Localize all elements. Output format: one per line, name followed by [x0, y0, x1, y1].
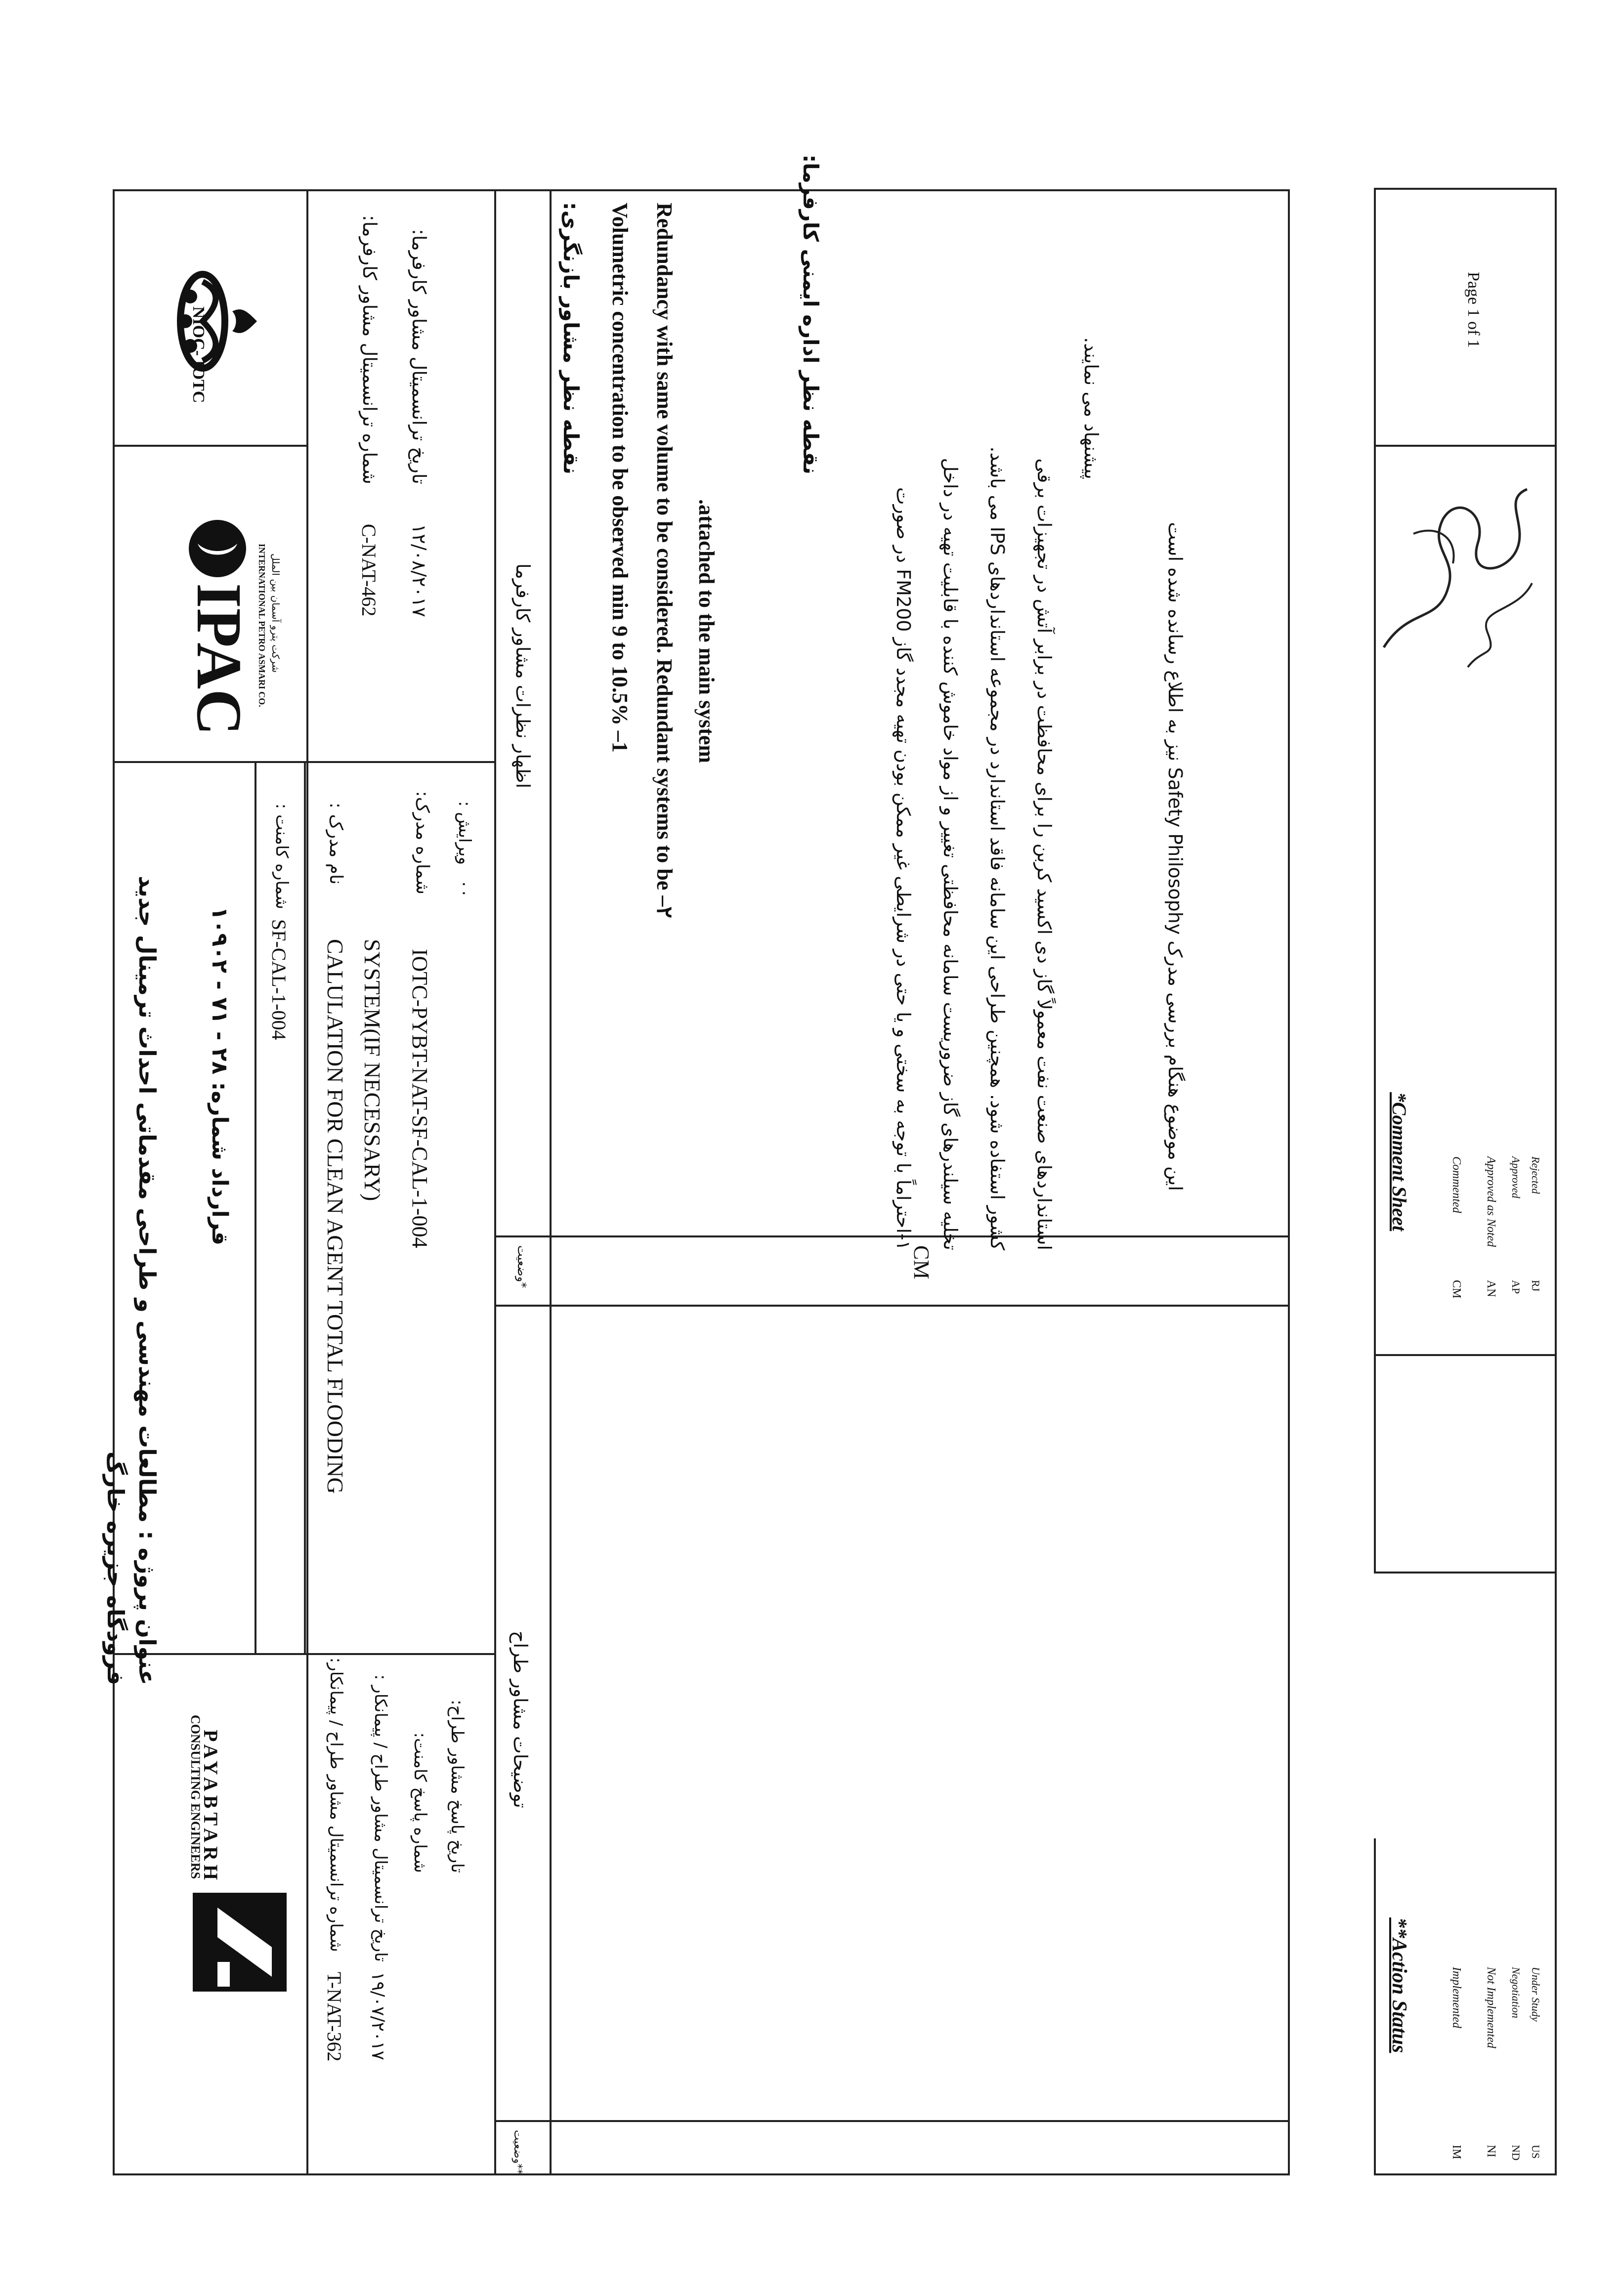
comment-sheet-title: *Comment Sheet — [1388, 1092, 1410, 1232]
designer-transmittal-date-label: تاریخ ترانسمیتال مشاور طراح / پیمانکار : — [371, 1674, 390, 1962]
comment-no: SF-CAL-1-004 — [268, 919, 290, 1040]
status-left-header: وضعیت** — [511, 2130, 524, 2175]
action-status-label-1: Implemented — [1450, 1967, 1463, 2028]
ipac-farsi-name: شرکت پترو آسمان بین الملل — [270, 553, 282, 673]
comment-sheet-code-4: RJ — [1530, 1280, 1542, 1292]
action-status-title: **Action Status — [1388, 1917, 1410, 2053]
hse-paragraph-line1: ۱-احتراماً با توجه به سختی و یا حتی در شرایطی غیر ممکن بودن تهیه مجدد گاز FM200 در صورت — [893, 487, 914, 1250]
hse-paragraph-line5: پیشنهاد می نمایند. — [1080, 337, 1102, 479]
contract-number: قرارداد شماره: ۲۸ - ۷۱ - ۱۰۹۰۲ — [207, 906, 232, 1245]
hse-paragraph-line2: تخلیه سیلندرهای گاز ضروریست سامانه محافظتی تغییر و از مواد خاموش کننده با قابلیت تهیه در داخل — [939, 458, 961, 1250]
ipac-logo-icon — [143, 514, 292, 731]
revision: ۰۰ — [455, 880, 474, 898]
document-no: IOTC-PYBT-NAT-SF-CAL-1-004 — [408, 949, 432, 1248]
designer-transmittal-no-label: شماره ترانسمیتال مشاور طراح / پیمانکار: — [326, 1657, 346, 1952]
comment-no-label: شماره کامنت : — [272, 803, 292, 909]
action-status-code-4: US — [1530, 2145, 1542, 2159]
action-status-label-4: Under Study — [1530, 1967, 1542, 2022]
status-mid-header: وضعیت* — [515, 1245, 529, 1288]
designer-transmittal-no: T-NAT-362 — [323, 1972, 345, 2062]
hse-paragraph-line4: استانداردهای صنعت نفت معمولاً گاز دی اکسید کربن را برای محافظت در برابر آتش در تجهیزات برقی — [1033, 458, 1055, 1250]
comment-item-2a: Redundancy with same volume to be considered. Redundant systems to be –۲ — [652, 203, 677, 919]
payabtarh-logo — [124, 1888, 292, 2095]
client-transmittal-date-label: تاریخ ترانسمیتال مشاور کارفرما: — [408, 229, 430, 484]
signature-icon — [1369, 460, 1557, 697]
document-name-line2: SYSTEM(IF NECESSARY) — [360, 939, 385, 1201]
nioc-logo — [148, 257, 277, 385]
client-transmittal-no-label: شماره ترانسمیتال مشاور کارفرما: — [359, 215, 381, 484]
comment-sheet-label-3: Approved — [1510, 1156, 1522, 1198]
hse-paragraph-line3: کشور استفاده شود. همچنین طراحی این سامانه فاقد استاندارد در مجموعه استانداردهای IPS می باشد. — [986, 446, 1008, 1250]
revision-label: ویرایش : — [455, 801, 474, 865]
comment-item-1: Volumetric concentration to be observed min 9 to 10.5% –1 — [608, 203, 632, 753]
project-title: عنوان پروژه : مطالعات مهندسی و طراحی مقدماتی احداث ترمینال جدید فرودگاه جزیره خارگ — [102, 876, 161, 1685]
client-comments-header: اظهار نظرات مشاور کارفرما — [512, 563, 534, 789]
comment-sheet-code-3: AP — [1510, 1280, 1522, 1294]
hse-paragraph-line6: این موضوع هنگام بررسی مدرک Safety Philosophy نیز به اطلاع رسانده شده است — [1164, 522, 1186, 1191]
action-status-label-3: Negotiation — [1510, 1967, 1522, 2018]
nioc-emblem-icon — [148, 257, 277, 385]
document-name-label: نام مدرک : — [326, 802, 346, 885]
document-no-label: شماره مدرک: — [412, 791, 432, 894]
client-transmittal-no: C-NAT-462 — [358, 524, 380, 617]
reply-date-label: تاریخ پاسخ مشاور طراح: — [447, 1700, 467, 1873]
comment-item-2b: .attached to the main system — [694, 499, 719, 764]
designer-comments-header: توضیحات مشاور طراح — [510, 1631, 531, 1808]
action-status-code-1: IM — [1450, 2145, 1463, 2160]
action-status-code-2: NI — [1485, 2145, 1497, 2158]
comment-sheet-code-2: AN — [1485, 1280, 1497, 1297]
designer-transmittal-date: ۱۹/۰۷/۲۰۱۷ — [368, 1972, 388, 2060]
inspector-heading: نقطه نظر مشاور بازنگری: — [559, 202, 583, 474]
document-name-line1: CALULATION FOR CLEAN AGENT TOTAL FLOODING — [323, 939, 348, 1494]
ipac-logo — [143, 514, 292, 731]
payabtarh-subtitle: CONSULTING ENGINEERS — [188, 1715, 203, 1879]
hse-heading: نقطه نظر اداره ایمنی کارفرما: — [799, 154, 823, 474]
comment-sheet-code-1: CM — [1450, 1280, 1463, 1299]
svg-text:IPAC: IPAC — [183, 583, 255, 731]
comment-sheet-label-4: Rejected — [1530, 1156, 1542, 1194]
comment-sheet-label-2: Approved as Noted — [1485, 1156, 1497, 1247]
client-transmittal-date: ۱۲/۰۸/۲۰۱۷ — [408, 524, 430, 617]
page-number: Page 1 of 1 — [1464, 272, 1483, 348]
reply-no-label: شماره پاسخ کامنت: — [410, 1732, 430, 1873]
ipac-english-name: INTERNATIONAL PETRO ASMARI CO. — [257, 544, 267, 707]
action-status-label-2: Not Implemented — [1485, 1967, 1497, 2048]
payabtarh-name: PAYABTARH — [200, 1730, 222, 1884]
payabtarh-logo-icon — [124, 1888, 292, 2095]
nioc-logo-text: NIOC- IOTC — [189, 306, 208, 403]
action-status-code-3: ND — [1510, 2145, 1522, 2161]
status-code: CM — [909, 1245, 934, 1279]
comment-sheet-label-1: Commented — [1450, 1156, 1463, 1213]
